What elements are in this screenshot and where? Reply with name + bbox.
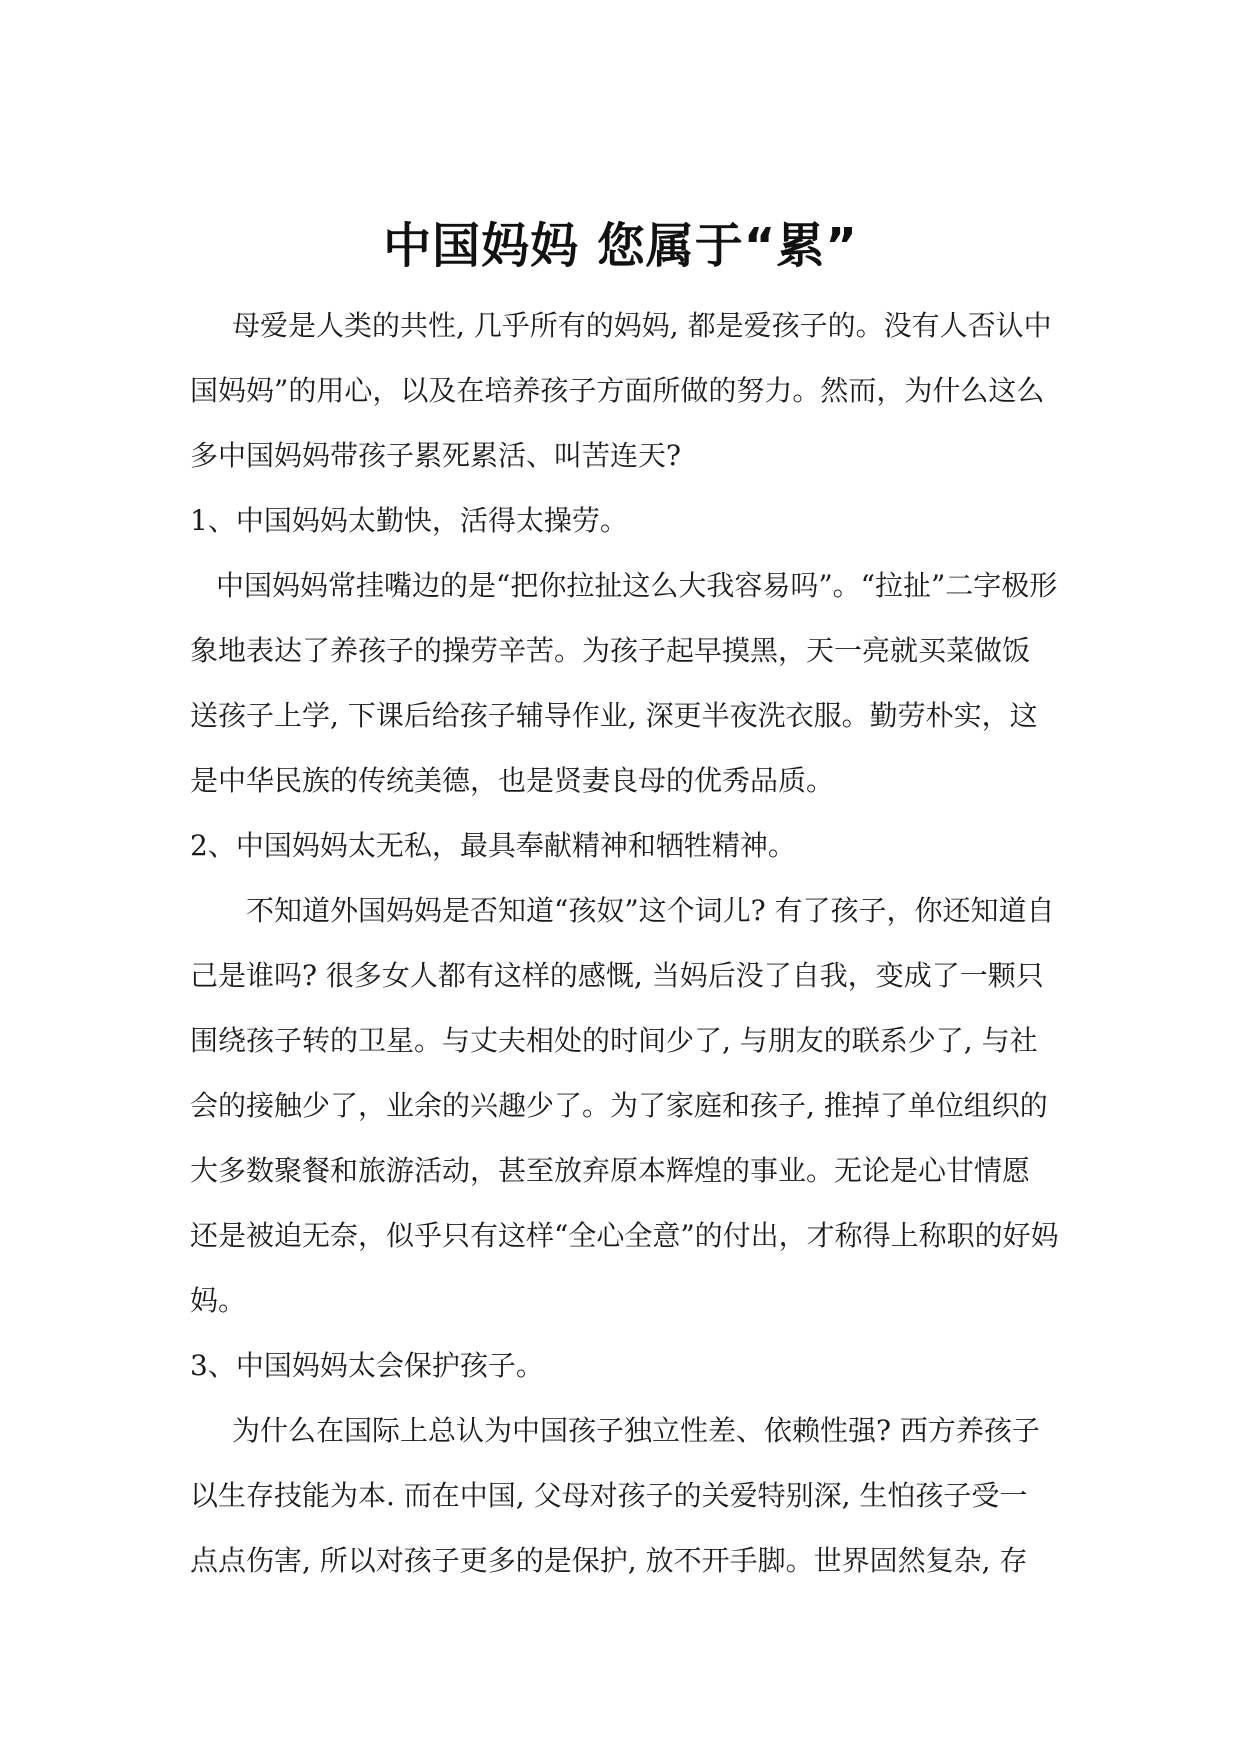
paragraph-line: 己是谁吗? 很多女人都有这样的感慨, 当妈后没了自我，变成了一颗只 [190,959,1044,992]
paragraph-line: 点点伤害, 所以对孩子更多的是保护, 放不开手脚。世界固然复杂, 存 [190,1544,1028,1577]
paragraph-line: 象地表达了养孩子的操劳辛苦。为孩子起早摸黑，天一亮就买菜做饭 [190,634,1031,667]
paragraph-line: 母爱是人类的共性, 几乎所有的妈妈, 都是爱孩子的。没有人否认中 [232,309,1052,342]
paragraph-line: 会的接触少了，业余的兴趣少了。为了家庭和孩子, 推掉了单位组织的 [190,1089,1048,1122]
document-title: 中国妈妈 您属于“累” [383,218,858,274]
section-heading-2: 2、中国妈妈太无私，最具奉献精神和牺牲精神。 [190,829,796,862]
paragraph-line: 以生存技能为本. 而在中国, 父母对孩子的关爱特别深, 生怕孩子受一 [190,1479,1028,1512]
paragraph-line: 是中华民族的传统美德，也是贤妻良母的优秀品质。 [190,764,835,797]
paragraph-line: 不知道外国妈妈是否知道“孩奴”这个词儿? 有了孩子，你还知道自 [246,894,1055,927]
paragraph-line: 送孩子上学, 下课后给孩子辅导作业, 深更半夜洗衣服。勤劳朴实，这 [190,699,1038,732]
paragraph-line: 多中国妈妈带孩子累死累活、叫苦连天? [190,439,682,472]
paragraph-line: 围绕孩子转的卫星。与丈夫相处的时间少了, 与朋友的联系少了, 与社 [190,1024,1038,1057]
paragraph-line: 还是被迫无奈，似乎只有这样“全心全意”的付出，才称得上称职的好妈 [190,1219,1059,1252]
paragraph-line: 中国妈妈常挂嘴边的是“把你拉扯这么大我容易吗”。“拉扯”二字极形 [216,569,1058,602]
paragraph-line: 国妈妈”的用心，以及在培养孩子方面所做的努力。然而，为什么这么 [190,374,1045,407]
paragraph-line: 大多数聚餐和旅游活动，甚至放弃原本辉煌的事业。无论是心甘情愿 [190,1154,1031,1187]
section-heading-3: 3、中国妈妈太会保护孩子。 [190,1349,544,1382]
paragraph-line: 妈。 [190,1284,247,1317]
paragraph-line: 为什么在国际上总认为中国孩子独立性差、依赖性强? 西方养孩子 [232,1414,1040,1447]
section-heading-1: 1、中国妈妈太勤快，活得太操劳。 [190,504,628,537]
